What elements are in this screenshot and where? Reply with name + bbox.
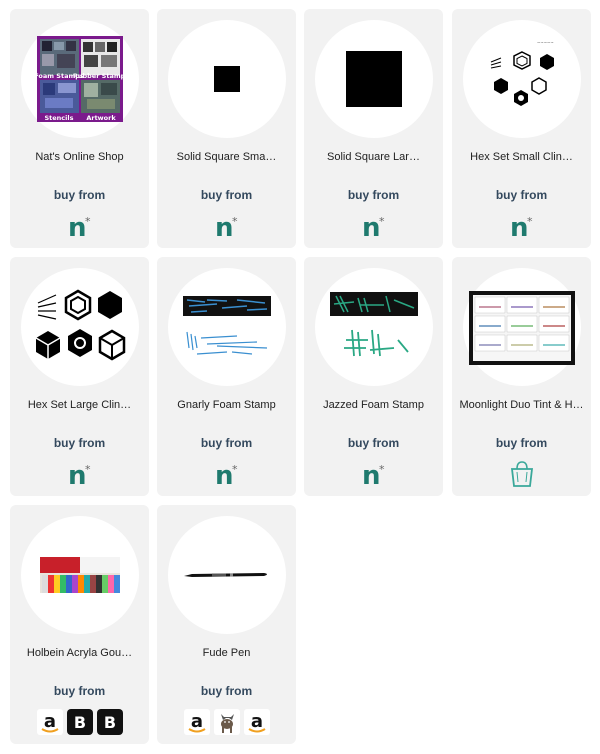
svg-text:n: n [214,461,234,491]
product-name[interactable]: Fude Pen [202,647,251,659]
jazzed-foam-stamp-image [324,290,424,364]
shop-links [10,706,149,738]
svg-text:a: a [190,711,203,732]
n-shop-icon[interactable] [66,213,94,243]
fude-pen-image [182,565,272,585]
n-shop-icon[interactable] [213,461,241,491]
buy-from-label: buy from [200,188,253,202]
holbein-gouache-image [40,553,120,597]
shop-links [452,210,591,242]
n-shop-icon[interactable] [213,213,241,243]
shop-links [157,210,296,242]
b-shop-icon[interactable] [67,709,93,735]
collage-label: Artwork [86,114,116,122]
product-image[interactable] [463,268,581,386]
collage-label: Stencils [44,114,74,122]
gnarly-foam-stamp-image [177,292,277,362]
svg-text:*: * [378,215,384,228]
large-square-stamp-image [346,51,402,107]
svg-text:*: * [526,215,532,228]
product-name[interactable]: Solid Square Lar… [327,151,420,163]
product-card[interactable] [10,257,149,496]
svg-text:n: n [67,461,87,491]
small-square-stamp-image [214,66,240,92]
svg-text:B: B [103,713,116,732]
svg-text:n: n [509,213,529,243]
product-image[interactable] [315,20,433,138]
product-name[interactable]: Solid Square Sma… [176,151,277,163]
product-card[interactable] [452,257,591,496]
hex-set-large-image [30,277,130,377]
shop-links [304,458,443,490]
svg-text:a: a [250,711,263,732]
buy-from-label: buy from [347,436,400,450]
product-name[interactable]: Moonlight Duo Tint & H… [459,399,584,411]
product-card[interactable] [10,505,149,744]
product-name[interactable]: Nat's Online Shop [35,151,124,163]
svg-text:n: n [361,213,381,243]
buy-from-label: buy from [495,188,548,202]
hex-set-small-image [477,34,567,124]
svg-text:*: * [231,215,237,228]
dog-shop-icon[interactable] [214,709,240,735]
svg-text:n: n [214,213,234,243]
product-card[interactable] [304,257,443,496]
product-name[interactable]: Jazzed Foam Stamp [323,399,424,411]
product-image[interactable] [463,20,581,138]
svg-text:B: B [73,713,86,732]
product-image[interactable] [315,268,433,386]
shop-collage-image [34,36,130,122]
product-name[interactable]: Hex Set Small Clin… [470,151,573,163]
collage-label: Foam Stamps [34,72,84,80]
product-card[interactable] [10,9,149,248]
svg-text:*: * [378,463,384,476]
n-shop-icon[interactable] [508,213,536,243]
shopping-bag-icon[interactable] [509,460,535,488]
svg-text:n: n [67,213,87,243]
n-shop-icon[interactable] [360,213,388,243]
buy-from-label: buy from [200,684,253,698]
shop-links [157,458,296,490]
product-card[interactable] [157,9,296,248]
amazon-icon[interactable] [244,709,270,735]
product-card[interactable] [157,257,296,496]
svg-text:*: * [231,463,237,476]
buy-from-label: buy from [53,436,106,450]
svg-text:n: n [361,461,381,491]
product-card[interactable] [304,9,443,248]
product-image[interactable] [21,516,139,634]
shop-links [452,458,591,490]
product-name[interactable]: Holbein Acryla Gou… [26,647,133,659]
product-card[interactable] [452,9,591,248]
shop-links [157,706,296,738]
buy-from-label: buy from [200,436,253,450]
amazon-icon[interactable] [37,709,63,735]
b-shop-icon[interactable] [97,709,123,735]
product-image[interactable] [168,20,286,138]
buy-from-label: buy from [53,684,106,698]
moonlight-duo-image [463,287,581,367]
svg-text:~~~~~: ~~~~~ [537,40,554,45]
amazon-icon[interactable] [184,709,210,735]
product-image[interactable] [168,268,286,386]
product-name[interactable]: Gnarly Foam Stamp [177,399,276,411]
n-shop-icon[interactable] [66,461,94,491]
product-image[interactable] [21,268,139,386]
product-name[interactable]: Hex Set Large Clin… [27,399,132,411]
product-image[interactable] [168,516,286,634]
shop-links [304,210,443,242]
shop-links [10,458,149,490]
product-image[interactable] [21,20,139,138]
buy-from-label: buy from [53,188,106,202]
n-shop-icon[interactable] [360,461,388,491]
svg-text:*: * [84,463,90,476]
buy-from-label: buy from [347,188,400,202]
collage-label: Rubber Stamps [72,72,130,80]
shop-links [10,210,149,242]
svg-text:a: a [43,711,56,732]
svg-text:*: * [84,215,90,228]
buy-from-label: buy from [495,436,548,450]
product-card[interactable] [157,505,296,744]
